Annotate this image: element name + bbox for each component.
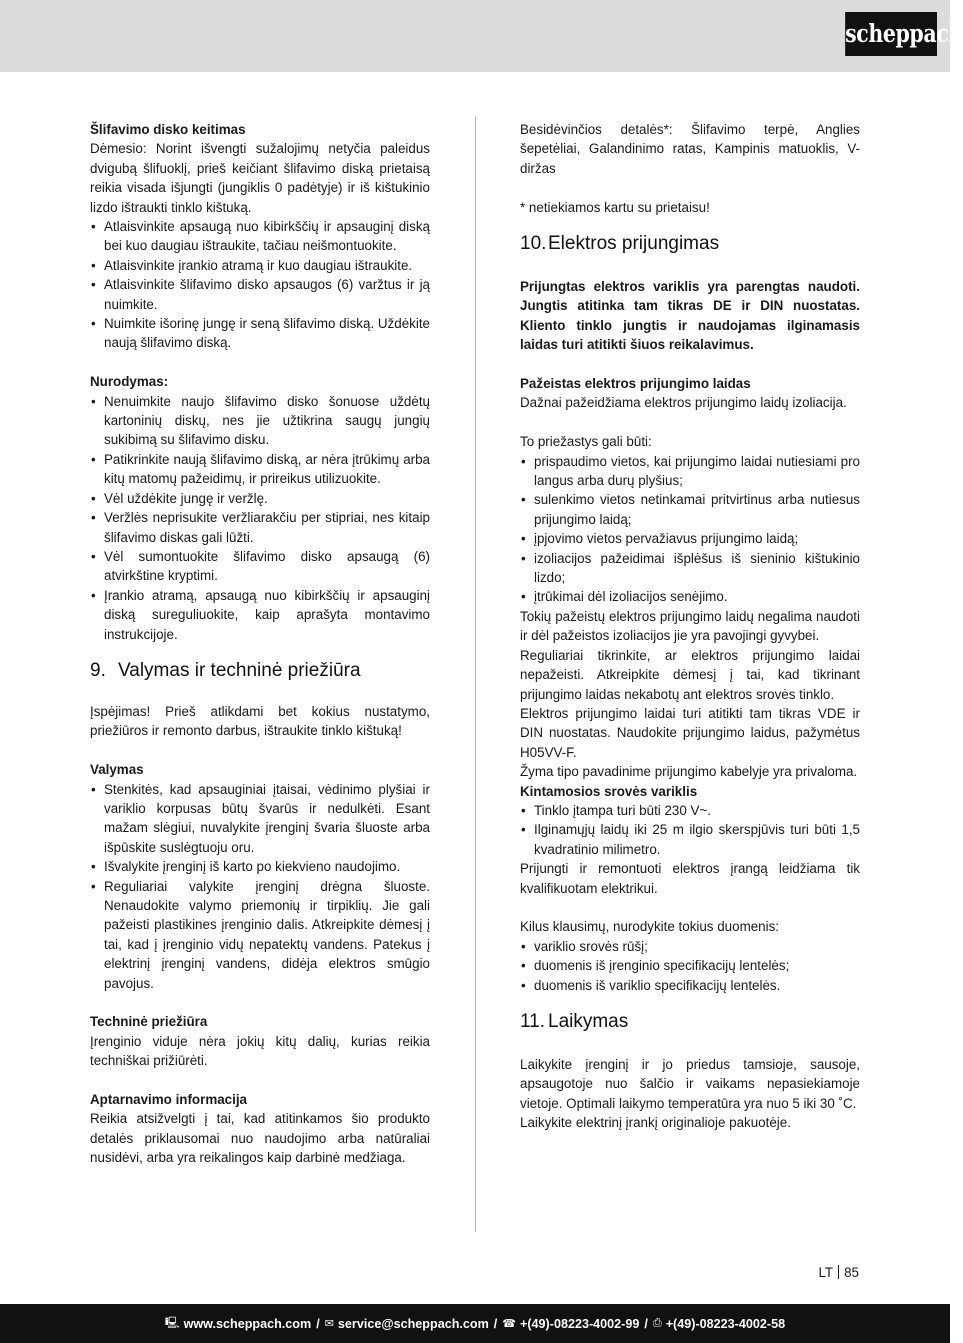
list-item: • Atlaisvinkite įrankio atramą ir kuo daugiau ištraukite. xyxy=(90,256,430,275)
maintenance-paragraph: Įrenginio viduje nėra jokių kitų dalių, kurias reikia techniškai prižiūrėti. xyxy=(90,1033,430,1069)
email-icon: ✉ xyxy=(324,1318,334,1330)
list-item: • izoliacijos pažeidimai išplėšus iš sieninio kištukinio lizdo; xyxy=(520,549,860,588)
list-item: • Nuimkite išorinę jungę ir seną šlifavimo diską. Uždėkite naują šlifavimo diską. xyxy=(90,314,430,353)
list-item: • Patikrinkite naują šlifavimo diską, ar nėra įtrūkimų arba kitų matomų pažeidimų, ir prireikus utilizuokite. xyxy=(90,450,430,489)
computer-icon: 🖳 xyxy=(164,1317,180,1329)
column-divider xyxy=(475,116,476,1232)
questions-intro: Kilus klausimų, nurodykite tokius duomenis: xyxy=(520,919,780,935)
list-item: • Tinklo įtampa turi būti 230 V~. xyxy=(520,801,860,820)
storage-paragraph-2: Laikykite elektrinį įrankį originalioje pakuotėje. xyxy=(520,1115,791,1131)
vde-paragraph: Elektros prijungimo laidai turi atitikti tam tikras VDE ir DIN nuostatas. Naudokite prijungimo laidus, pažymėtus H05VV-F. xyxy=(520,705,860,760)
service-paragraph: Reikia atsižvelgti į tai, kad atitinkamos šio produkto detalės priklausomai nuo naudojimo arba natūraliai nusidėvi, arba yra reikalingos kaip darbinė medžiaga. xyxy=(90,1111,430,1166)
causes-list xyxy=(520,452,860,607)
footnote: * netiekiamos kartu su prietaisu! xyxy=(520,199,710,215)
ac-motor-heading: Kintamosios srovės variklis xyxy=(520,783,698,799)
list-item: • įpjovimo vietos pervažiavus prijungimo laidą; xyxy=(520,529,860,548)
footer-separator: / xyxy=(644,1316,648,1331)
list-item: • duomenis iš įrenginio specifikacijų lentelės; xyxy=(520,956,860,975)
wear-parts-paragraph: Besidėvinčios detalės*: Šlifavimo terpė, Anglies šepetėliai, Galandinimo ratas, Kampinis matuoklis, V-diržas xyxy=(520,122,860,176)
electrician-paragraph: Prijungti ir remontuoti elektros įrangą leidžiama tik kvalifikuotam elektrikui. xyxy=(520,861,860,896)
page-number-value: 85 xyxy=(844,1265,859,1280)
note-list xyxy=(90,392,430,644)
danger-paragraph: Tokių pažeistų elektros prijungimo laidų negalima naudoti ir dėl pažeistos izoliacijos jie yra pavojingi gyvybei. xyxy=(520,608,860,644)
disc-change-steps xyxy=(90,217,430,353)
list-item: • sulenkimo vietos netinkamai pritvirtinus arba nutiesus prijungimo laidą; xyxy=(520,490,860,529)
section-number: 10. xyxy=(520,233,547,255)
causes-intro: To priežastys gali būti: xyxy=(520,434,652,450)
list-item: • variklio srovės rūšį; xyxy=(520,937,860,956)
brand-logo: scheppach xyxy=(845,12,937,56)
list-item: • Nenuimkite naujo šlifavimo disko šonuose uždėtų kartoninių diskų, nes jie užtikrina saugų jungių sukibimą su šlifavimo disku. xyxy=(90,392,430,450)
list-item: • Vėl sumontuokite šlifavimo disko apsaugą (6) atvirkštine kryptimi. xyxy=(90,547,430,586)
electrical-intro: Prijungtas elektros variklis yra parengtas naudoti. Jungtis atitinka tam tikras DE ir DIN nuostatas. Kliento tinklo jungtis ir naudojamas ilginamasis laidas turi atitikti šiuos reikalavimus. xyxy=(520,279,860,353)
warning-paragraph: Įspėjimas! Prieš atlikdami bet kokius nustatymo, priežiūros ir remonto darbus, ištraukite tinklo kištuką! xyxy=(90,703,430,739)
list-item: • Ilginamųjų laidų iki 25 m ilgio skerspjūvis turi būti 1,5 kvadratinio milimetro. xyxy=(520,820,860,859)
list-item: • Atlaisvinkite apsaugą nuo kibirkščių ir apsauginį diską bei kuo daugiau ištraukite, tačiau neišmontuokite. xyxy=(90,217,430,256)
left-column xyxy=(90,120,430,1168)
footer-email[interactable]: service@scheppach.com xyxy=(337,1316,489,1331)
phone-icon: ☎ xyxy=(502,1318,516,1330)
maintenance-heading: Techninė priežiūra xyxy=(90,1014,208,1030)
damaged-cable-heading: Pažeistas elektros prijungimo laidas xyxy=(520,376,751,392)
check-paragraph: Reguliariai tikrinkite, ar elektros prijungimo laidai nepažeisti. Atkreipkite dėmesį į tai, kad tikrinant prijungimo laidas nekabotų ant elektros srovės tinklo. xyxy=(520,647,860,702)
right-column xyxy=(520,120,860,1133)
section-heading-10 xyxy=(520,232,860,256)
paragraph-caution: Dėmesio: Norint išvengti sužalojimų netyčia paleidus dvigubą šlifuoklį, prieš keičiant šlifavimo diską prietaisą reikia visada išjungti (jungiklis 0 padėtyje) ir iš kištukinio lizdo ištraukti tinklo kištuką. xyxy=(90,141,430,215)
footer-fax: +(49)-08223-4002-58 xyxy=(665,1316,786,1331)
damaged-cable-paragraph: Dažnai pažeidžiama elektros prijungimo laidų izoliacija. xyxy=(520,395,847,411)
list-item: • Išvalykite įrenginį iš karto po kiekvieno naudojimo. xyxy=(90,857,430,876)
list-item: • Veržlės neprisukite veržliarakčiu per stipriai, nes kitaip šlifavimo diskas gali lūžti. xyxy=(90,508,430,547)
page-language: LT xyxy=(818,1265,834,1280)
section-number: 11. xyxy=(520,1011,546,1032)
note-heading: Nurodymas: xyxy=(90,374,169,390)
list-item: • duomenis iš variklio specifikacijų lentelės. xyxy=(520,976,860,995)
fax-icon: ⎙ xyxy=(652,1317,662,1329)
list-item: • Atlaisvinkite šlifavimo disko apsaugos (6) varžtus ir ją nuimkite. xyxy=(90,275,430,314)
section-heading-9 xyxy=(90,659,430,683)
section-number: 9. xyxy=(90,659,106,681)
list-item: • Stenkitės, kad apsauginiai įtaisai, vėdinimo plyšiai ir variklio korpusas būtų švarūs ir nedulkėti. Esant mažam slėgiui, nuvalykite įrenginį švaria šluoste arba išpūskite suslėgtuoju oru. xyxy=(90,780,430,858)
footer-bar xyxy=(0,1304,950,1343)
ac-motor-list xyxy=(520,801,860,859)
type-paragraph: Žyma tipo pavadinime prijungimo kabelyje yra privaloma. xyxy=(520,764,858,780)
header-band xyxy=(0,0,950,72)
list-item: • Įrankio atramą, apsaugą nuo kibirkščių ir apsauginį diską sureguliuokite, kaip aprašyta montavimo instrukcijoje. xyxy=(90,586,430,644)
footer-website[interactable]: www.scheppach.com xyxy=(183,1316,312,1331)
list-item: • Reguliariai valykite įrenginį drėgna šluoste. Nenaudokite valymo priemonių ir tirpiklių. Jie gali pažeisti plastikines įrenginio dalis. Atkreipkite dėmesį į tai, kad į įrenginio vidų nepatektų vandens. Patekus į elektrinį įrenginį vandens, didėja elektros smūgio pavojus. xyxy=(90,877,430,993)
list-item: • prispaudimo vietos, kai prijungimo laidai nutiesiami pro langus arba durų plyšius; xyxy=(520,452,860,491)
questions-list xyxy=(520,937,860,995)
section-heading-11 xyxy=(520,1010,860,1034)
cleaning-heading: Valymas xyxy=(90,762,144,778)
section-title: Laikymas xyxy=(548,1011,629,1032)
storage-paragraph: Laikykite įrenginį ir jo priedus tamsioje, sausoje, apsaugotoje nuo šalčio ir vaikams nepasiekiamoje vietoje. Optimali laikymo temperatūra yra nuo 5 iki 30 ˚C. xyxy=(520,1057,860,1111)
section-title: Valymas ir techninė priežiūra xyxy=(118,659,361,681)
cleaning-list xyxy=(90,780,430,993)
page-number xyxy=(818,1265,859,1280)
footer-phone: +(49)-08223-4002-99 xyxy=(520,1316,640,1331)
section-heading-disc-change: Šlifavimo disko keitimas xyxy=(90,122,246,137)
list-item: • įtrūkimai dėl izoliacijos senėjimo. xyxy=(520,587,860,606)
service-heading: Aptarnavimo informacija xyxy=(90,1092,248,1108)
section-title: Elektros prijungimas xyxy=(548,233,720,255)
footer-separator: / xyxy=(493,1316,498,1331)
list-item: • Vėl uždėkite jungę ir veržlę. xyxy=(90,489,430,508)
footer-separator: / xyxy=(316,1316,320,1331)
